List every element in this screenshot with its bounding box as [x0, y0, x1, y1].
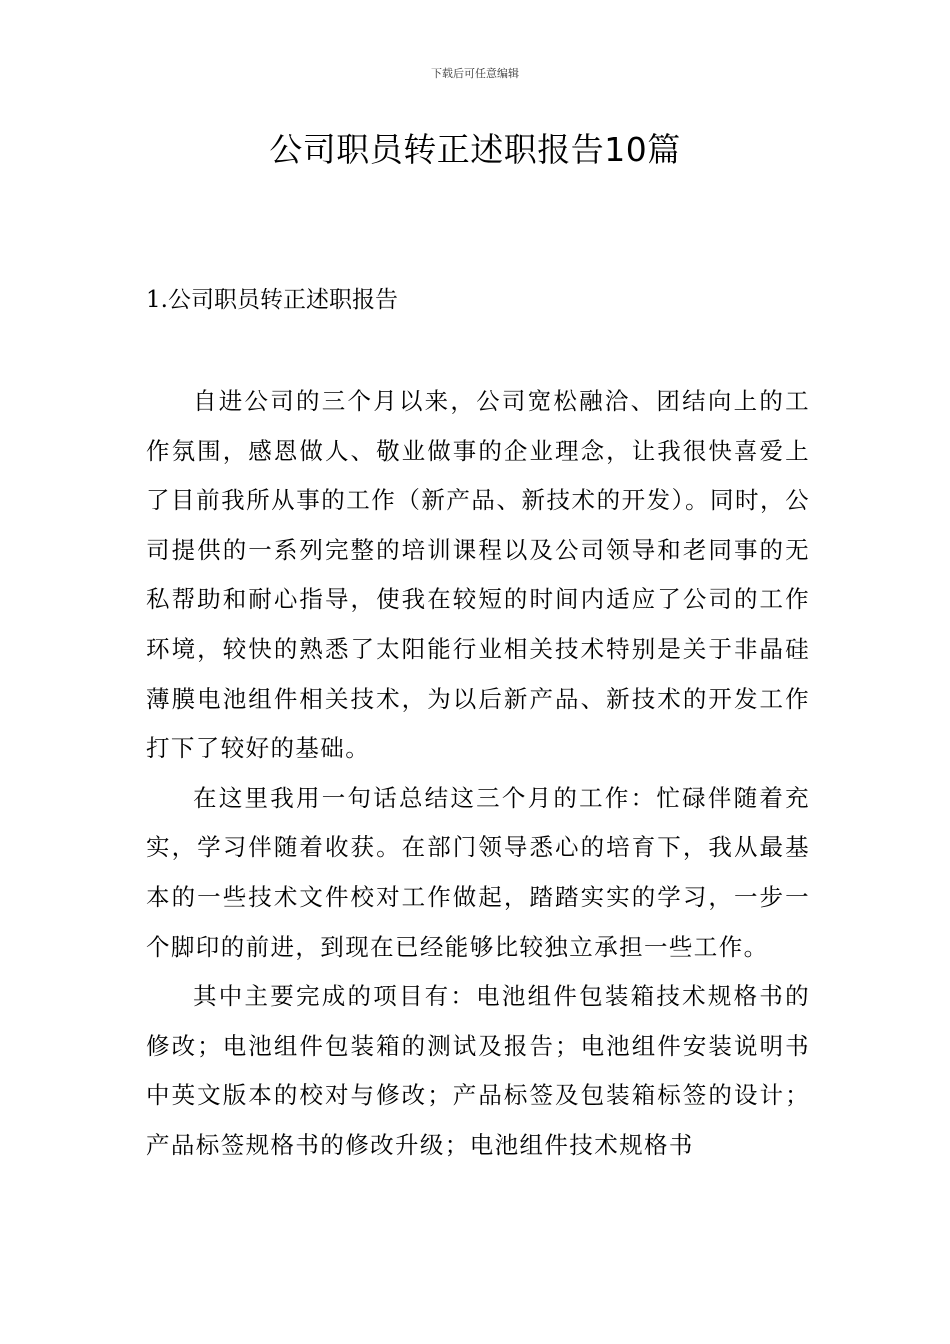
section-heading: 1.公司职员转正述职报告: [146, 287, 398, 313]
paragraph: 在这里我用一句话总结这三个月的工作：忙碌伴随着充实，学习伴随着收获。在部门领导悉心的培育下，我从最基本的一些技术文件校对工作做起，踏踏实实的学习，一步一个脚印的前进，到现在已经能够比较独立承担一些工作。: [146, 783, 810, 961]
paragraph: 自进公司的三个月以来，公司宽松融洽、团结向上的工作氛围，感恩做人、敬业做事的企业理念，让我很快喜爱上了目前我所从事的工作（新产品、新技术的开发）。同时，公司提供的一系列完整的培训课程以及公司领导和老同事的无私帮助和耐心指导，使我在较短的时间内适应了公司的工作环境，较快的熟悉了太阳能行业相关技术特别是关于非晶硅薄膜电池组件相关技术，为以后新产品、新技术的开发工作打下了较好的基础。: [146, 387, 810, 763]
paragraph: 其中主要完成的项目有：电池组件包装箱技术规格书的修改；电池组件包装箱的测试及报告；电池组件安装说明书中英文版本的校对与修改；产品标签及包装箱标签的设计；产品标签规格书的修改升级；电池组件技术规格书: [146, 982, 810, 1159]
document-title: 公司职员转正述职报告10篇: [269, 130, 681, 169]
header-note: 下载后可任意编辑: [431, 67, 519, 80]
body-text: [146, 377, 810, 1171]
